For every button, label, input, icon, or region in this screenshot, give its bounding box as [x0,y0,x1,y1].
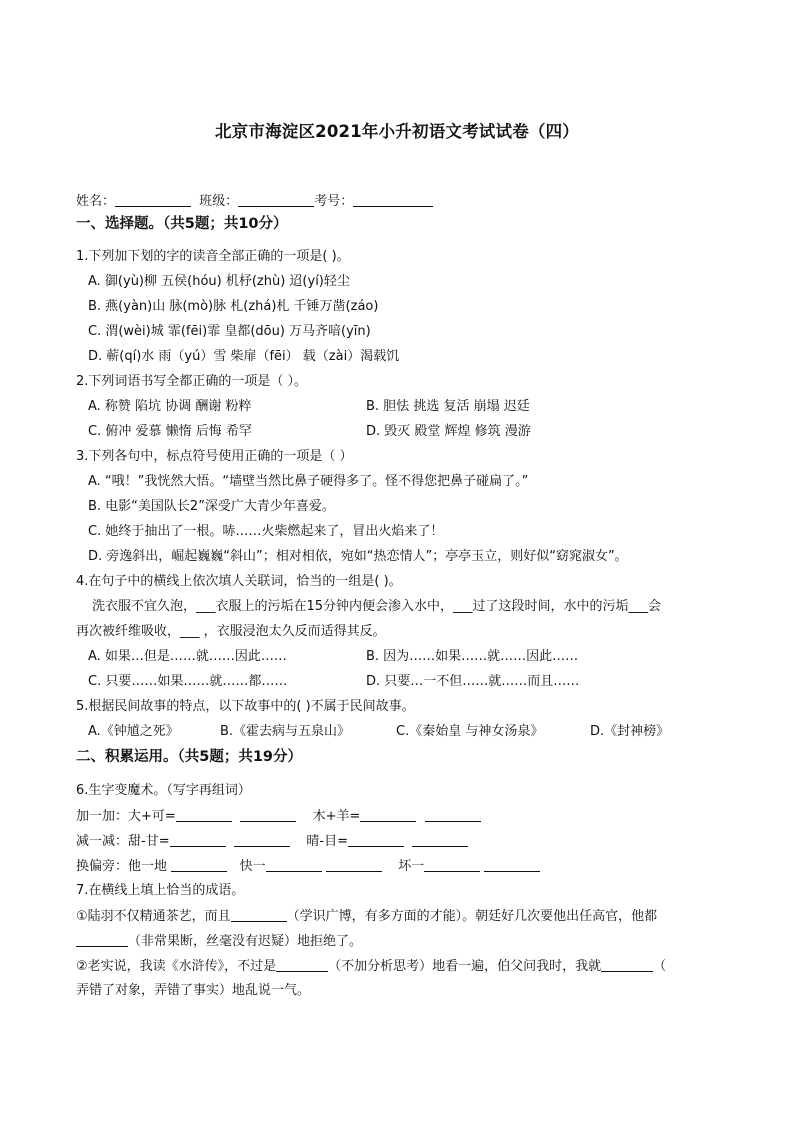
q6-sub-blank-3[interactable] [348,832,404,847]
q6-swap-c-label: 坏一 [398,859,425,874]
q7-item-2-line-1 [76,957,666,976]
q1-option-a: A. 御(yù)柳 五侯(hóu) 机杼(zhù) 迢(yí)轻尘 [88,274,350,289]
q6-sub-row [76,832,468,851]
q4-passage-line-2: 再次被纤维吸收，___ ，衣服浸泡太久反而适得其反。 [76,624,386,639]
q2-stem: 2.下列词语书写全都正确的一项是（ ）。 [76,374,308,389]
q7-item-1-line-2 [76,932,362,951]
q7-2-text-c: （ [653,959,667,974]
q6-add-b-label: 木+羊= [312,809,361,824]
name-label: 姓名： [76,194,116,209]
q7-1-text-b: （学识广博，有多方面的才能）。朝廷好几次要他出任高官，他都 [286,909,658,924]
q6-add-blank-3[interactable] [360,807,416,822]
q7-1-blank-1[interactable] [231,907,287,922]
q4-stem: 4.在句子中的横线上依次填人关联词，恰当的一组是( )。 [76,574,402,589]
q5-option-b: B.《霍去病与五泉山》 [220,724,351,739]
q4-passage-line-1: 洗衣服不宜久泡，___衣服上的污垢在15分钟内便会渗入水中，___过了这段时间，水中的污垢___会 [92,599,662,614]
q6-swap-blank-2[interactable] [266,857,322,872]
q6-swap-blank-5[interactable] [484,857,540,872]
q6-add-blank-2[interactable] [240,807,296,822]
q6-sub-label: 减一减：甜-甘= [76,834,170,849]
q3-option-b: B. 电影“美国队长2”深受广大青少年喜爱。 [88,499,335,514]
q3-option-d: D. 旁逸斜出，崛起巍巍“斜山”；相对相依，宛如“热恋情人”；亭亭玉立，则好似“窈窕淑女”。 [88,549,628,564]
section-2-heading: 二、积累运用。（共5题；共19分） [76,749,303,765]
q3-option-a: A. “哦！”我恍然大悟。“墙壁当然比鼻子硬得多了。怪不得您把鼻子碰扁了。” [88,474,529,489]
q4-option-b: B. 因为……如果……就……因此…… [366,649,579,664]
student-info-row [76,192,433,211]
q6-swap-blank-3[interactable] [326,857,382,872]
q7-2-blank-1[interactable] [276,957,328,972]
q7-item-2-line-2: 弄错了对象，弄错了事实）地乱说一气。 [76,983,311,998]
q2-option-d: D. 毁灭 殿堂 辉煌 修筑 漫游 [366,424,531,439]
name-blank[interactable] [115,192,191,207]
number-blank[interactable] [353,192,433,207]
q7-1-text-a: ①陆羽不仅精通茶艺，而且 [76,909,231,924]
class-blank[interactable] [238,192,314,207]
section-1-heading: 一、选择题。（共5题；共10分） [76,216,288,232]
q7-2-blank-2[interactable] [601,957,653,972]
q7-1-blank-2[interactable] [76,932,128,947]
q6-swap-blank-4[interactable] [424,857,480,872]
q3-stem: 3.下列各句中，标点符号使用正确的一项是（ ） [76,449,353,464]
q6-add-label: 加一加：大+可= [76,809,176,824]
q7-item-1-line-1 [76,907,657,926]
q6-sub-blank-4[interactable] [412,832,468,847]
q5-option-d: D.《封神榜》 [590,724,670,739]
q5-stem: 5.根据民间故事的特点，以下故事中的( )不属于民间故事。 [76,699,415,714]
page-title: 北京市海淀区2021年小升初语文考试试卷（四） [214,122,580,141]
q6-sub-blank-2[interactable] [234,832,290,847]
q4-option-a: A. 如果…但是……就……因此…… [88,649,287,664]
q1-stem: 1.下列加下划的字的读音全部正确的一项是( )。 [76,249,350,264]
q1-option-c: C. 渭(wèi)城 霏(fēi)霏 皇都(dōu) 万马齐喑(yīn) [88,324,371,339]
q2-option-b: B. 胆怯 挑选 复活 崩塌 迟廷 [366,399,530,414]
q6-swap-label: 换偏旁：他一地 [76,859,168,874]
q7-2-text-a: ②老实说，我读《水浒传》，不过是 [76,959,277,974]
q6-swap-b-label: 快一 [239,859,266,874]
q3-option-c: C. 她终于抽出了一根。哧……火柴燃起来了，冒出火焰来了！ [88,524,444,539]
q6-stem: 6.生字变魔术。（写字再组词） [76,783,251,798]
q2-option-a: A. 称赞 陷坑 协调 酬谢 粉粹 [88,399,252,414]
q4-option-d: D. 只要…一不但……就……而且…… [366,674,580,689]
q7-1-text-c: （非常果断，丝毫没有迟疑）地拒绝了。 [128,934,363,949]
q6-swap-blank-1[interactable] [171,857,227,872]
q1-option-b: B. 燕(yàn)山 脉(mò)脉 札(zhá)札 千锤万凿(záo) [88,299,379,314]
q6-sub-b-label: 晴-目= [306,834,348,849]
q6-sub-blank-1[interactable] [170,832,226,847]
q7-2-text-b: （不加分析思考）地看一遍，伯父问我时，我就 [328,959,602,974]
q5-option-a: A.《钟馗之死》 [88,724,179,739]
q1-option-d: D. 蕲(qí)水 雨（yú）雪 柴扉（fēi） 载（zài）渴载饥 [88,349,400,364]
q4-option-c: C. 只要……如果……就……都…… [88,674,288,689]
q6-swap-row [76,857,540,876]
q5-option-c: C.《秦始皇 与神女汤泉》 [396,724,544,739]
q2-option-c: C. 俯冲 爱慕 懒惰 后悔 希罕 [88,424,252,439]
number-label: 考号： [314,194,354,209]
class-label: 班级： [199,194,239,209]
q6-add-blank-1[interactable] [176,807,232,822]
q7-stem: 7.在横线上填上恰当的成语。 [76,883,245,898]
q6-add-row [76,807,481,826]
q6-add-blank-4[interactable] [425,807,481,822]
